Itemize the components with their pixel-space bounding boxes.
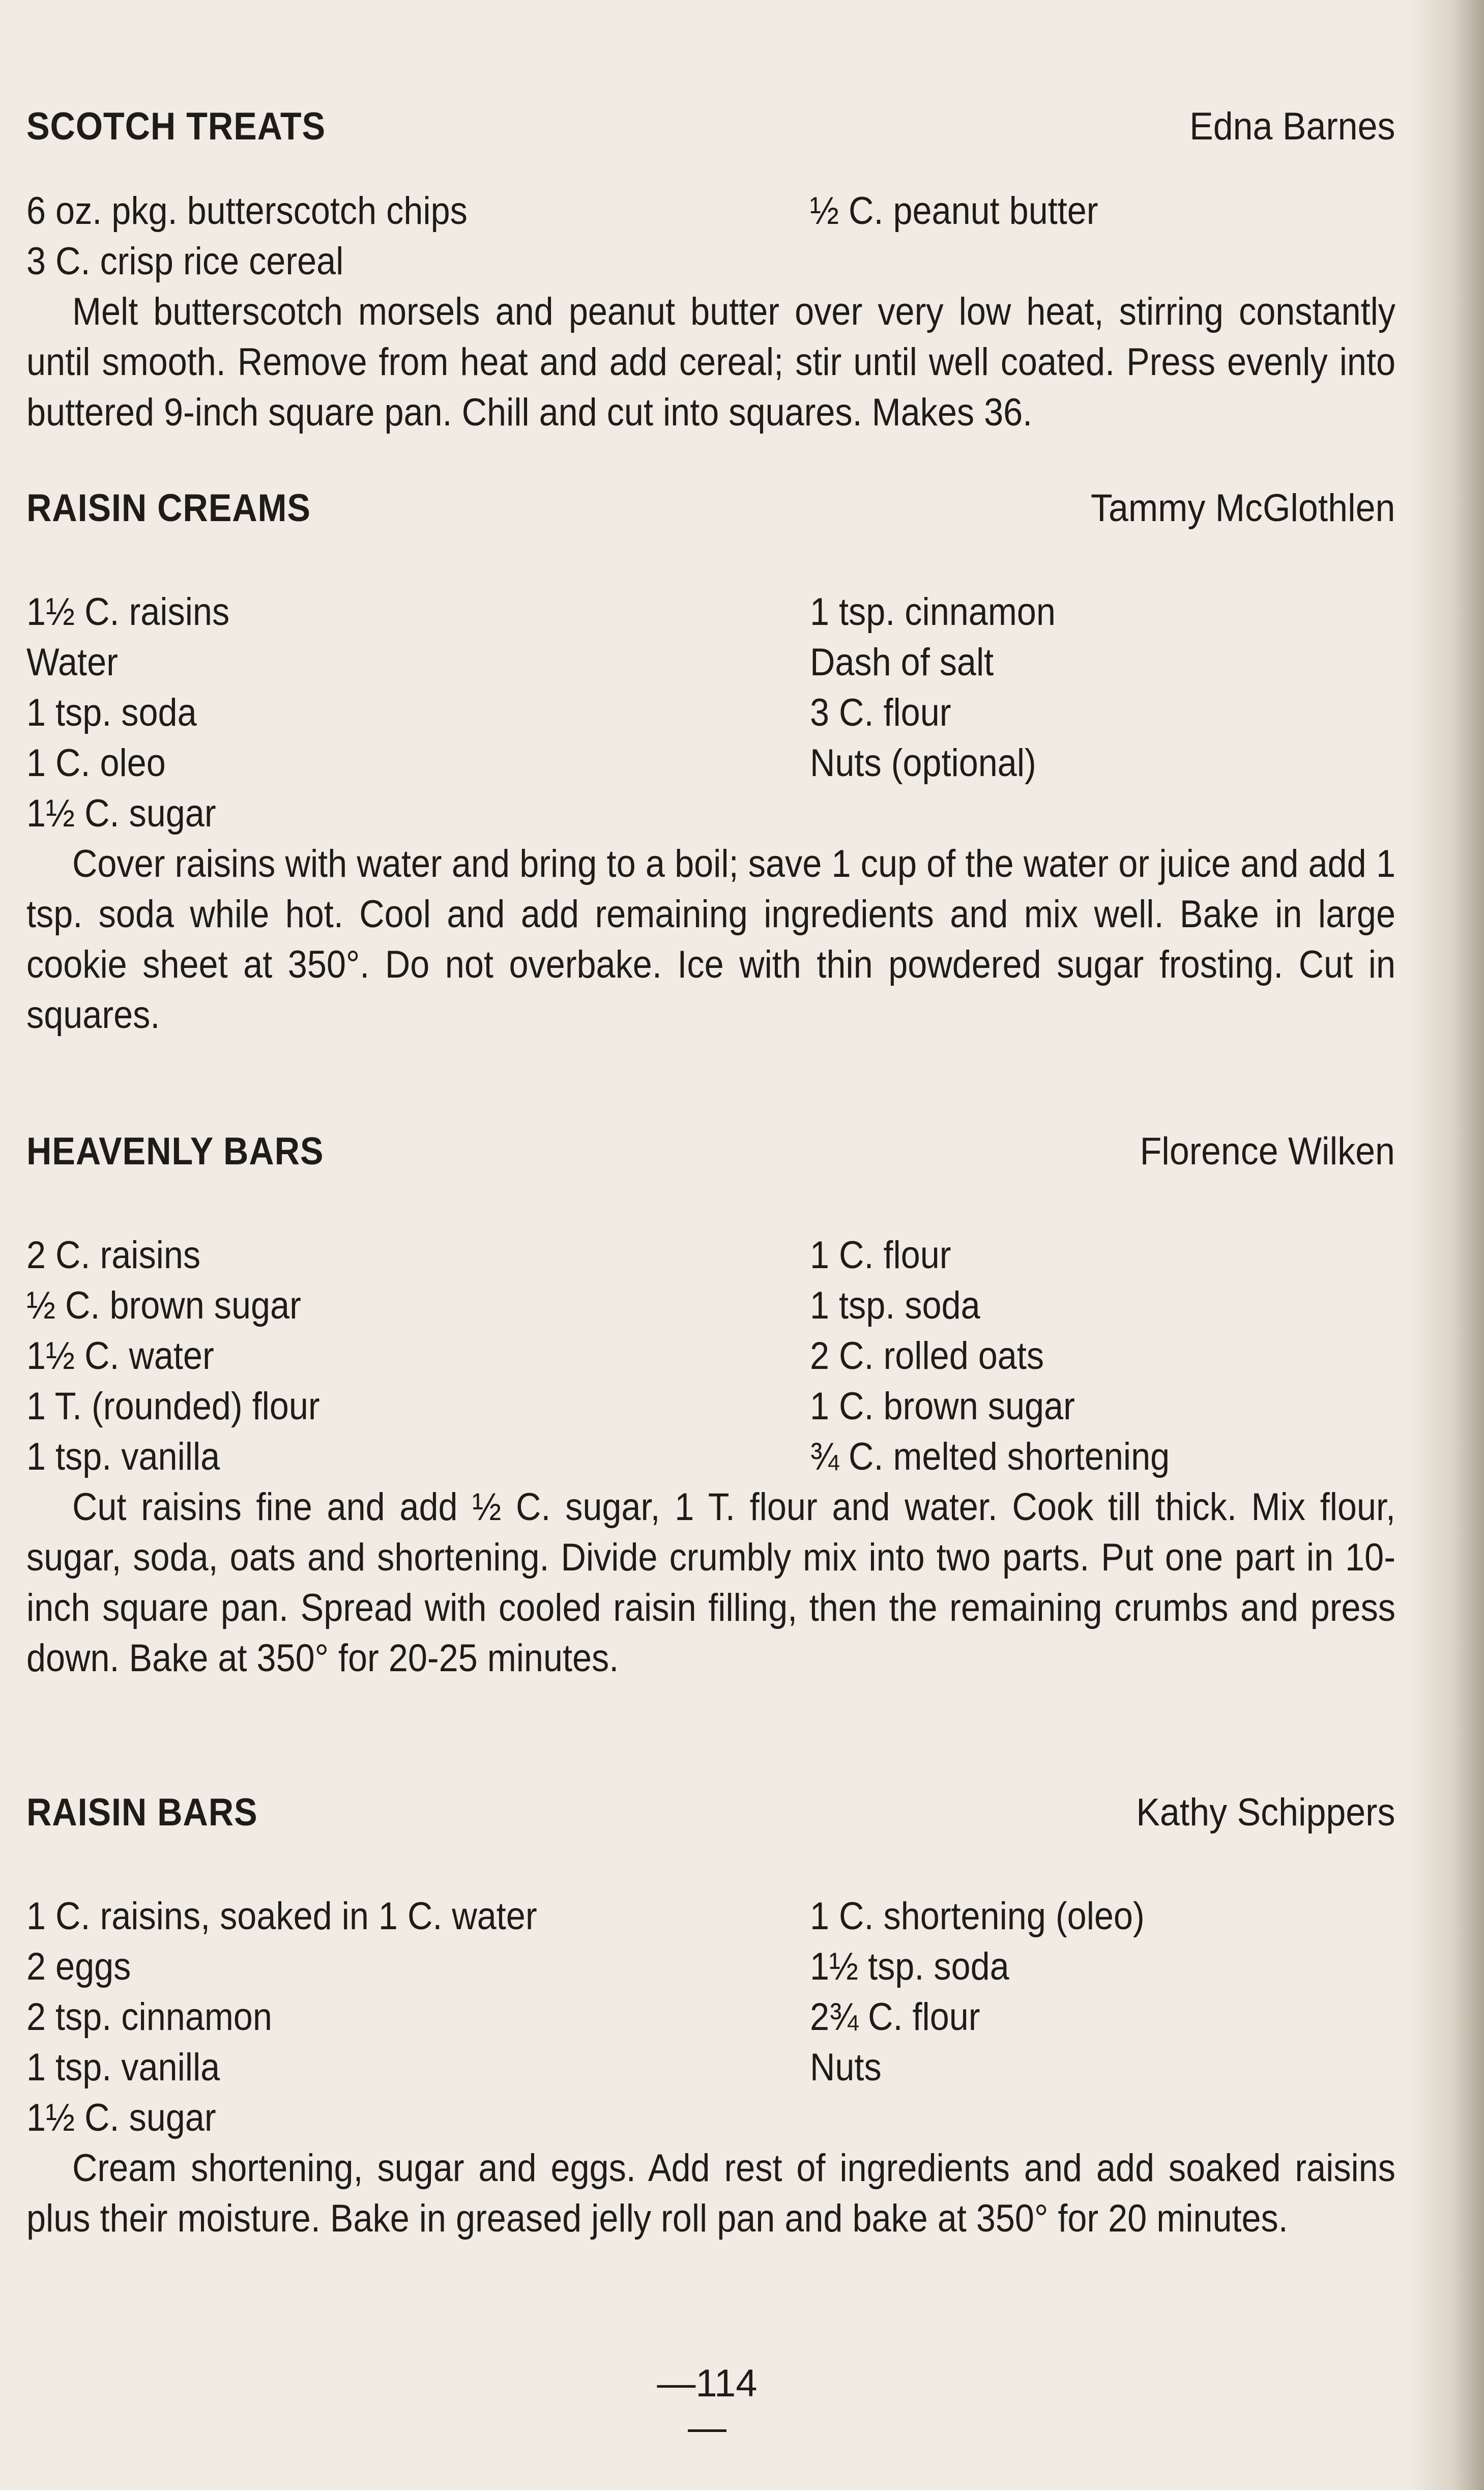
recipe-header <box>26 486 1395 542</box>
recipe-header <box>26 104 1395 160</box>
recipe-page <box>26 104 1395 2244</box>
ingredient: 1 T. (rounded) flour <box>26 1385 320 1428</box>
ingredient: 1½ C. sugar <box>26 2096 216 2139</box>
ingredient-list <box>26 587 1395 839</box>
ingredient: 1 tsp. vanilla <box>26 2046 220 2089</box>
ingredient: 2 tsp. cinnamon <box>26 1995 272 2039</box>
recipe-heavenly-bars <box>26 1129 1395 1683</box>
ingredient: 1 tsp. cinnamon <box>810 590 1056 634</box>
page-edge-shadow <box>1408 0 1484 2490</box>
recipe-author: Tammy McGlothlen <box>1090 486 1395 530</box>
recipe-directions: Cut raisins fine and add ½ C. sugar, 1 T. flour and water. Cook till thick. Mix flour, sugar, soda, oats and shortening. Divide crumbly mix into two parts. Put one part in 10-inch square pan. Spread with cooled raisin filling, then the remaining crumbs and press down. Bake at 350° for 20-25 minutes. <box>26 1485 1395 1680</box>
recipe-title: RAISIN CREAMS <box>26 486 311 530</box>
recipe-directions: Cover raisins with water and bring to a boil; save 1 cup of the water or juice and add 1 tsp. soda while hot. Cool and add remaining ingredients and mix well. Bake in large cookie sheet at 350°. Do not overbake. Ice with thin powdered sugar frosting. Cut in squares. <box>26 842 1395 1037</box>
ingredient: 1½ tsp. soda <box>810 1945 1009 1988</box>
ingredient: 3 C. crisp rice cereal <box>26 240 344 283</box>
ingredient: 2¾ C. flour <box>810 1995 980 2039</box>
ingredient: 2 C. raisins <box>26 1234 201 1277</box>
recipe-raisin-bars <box>26 1790 1395 2244</box>
ingredient: Water <box>26 641 118 684</box>
recipe-title: HEAVENLY BARS <box>26 1130 324 1173</box>
ingredient: 1½ C. raisins <box>26 590 230 634</box>
ingredient-list <box>26 186 1395 287</box>
ingredient: 1 C. raisins, soaked in 1 C. water <box>26 1895 537 1938</box>
recipe-scotch-treats <box>26 104 1395 438</box>
ingredient: ½ C. brown sugar <box>26 1284 301 1327</box>
page-number: —114— <box>657 2362 758 2449</box>
recipe-directions: Cream shortening, sugar and eggs. Add rest of ingredients and add soaked raisins plus their moisture. Bake in greased jelly roll pan and bake at 350° for 20 minutes. <box>26 2146 1395 2240</box>
ingredient: Dash of salt <box>810 641 994 684</box>
ingredient-list <box>26 1230 1395 1482</box>
ingredient: 1 C. shortening (oleo) <box>810 1895 1145 1938</box>
recipe-header <box>26 1790 1395 1846</box>
ingredient: Nuts <box>810 2046 882 2089</box>
ingredient: 1 tsp. soda <box>26 691 197 734</box>
ingredient: ¾ C. melted shortening <box>810 1435 1170 1478</box>
ingredient: Nuts (optional) <box>810 741 1036 785</box>
ingredient <box>810 2093 1336 2143</box>
recipe-title: SCOTCH TREATS <box>26 105 326 148</box>
recipe-author: Edna Barnes <box>1189 105 1395 148</box>
ingredient: ½ C. peanut butter <box>810 189 1098 233</box>
ingredient: 1 tsp. soda <box>810 1284 980 1327</box>
ingredient: 6 oz. pkg. butterscotch chips <box>26 189 468 233</box>
recipe-header <box>26 1129 1395 1185</box>
ingredient <box>810 788 1336 839</box>
recipe-raisin-creams <box>26 486 1395 1040</box>
recipe-directions: Melt butterscotch morsels and peanut butter over very low heat, stirring constantly until smooth. Remove from heat and add cereal; stir until well coated. Press evenly into buttered 9-inch square pan. Chill and cut into squares. Makes 36. <box>26 290 1395 434</box>
ingredient: 1½ C. sugar <box>26 792 216 835</box>
ingredient: 3 C. flour <box>810 691 951 734</box>
ingredient <box>810 236 1336 287</box>
ingredient: 2 eggs <box>26 1945 131 1988</box>
ingredient: 1 tsp. vanilla <box>26 1435 220 1478</box>
recipe-title: RAISIN BARS <box>26 1791 258 1834</box>
ingredient: 1 C. flour <box>810 1234 951 1277</box>
ingredient-list <box>26 1891 1395 2143</box>
ingredient: 2 C. rolled oats <box>810 1334 1044 1378</box>
ingredient: 1 C. oleo <box>26 741 166 785</box>
recipe-author: Kathy Schippers <box>1136 1791 1395 1834</box>
ingredient: 1 C. brown sugar <box>810 1385 1075 1428</box>
ingredient: 1½ C. water <box>26 1334 214 1378</box>
recipe-author: Florence Wilken <box>1140 1130 1395 1173</box>
